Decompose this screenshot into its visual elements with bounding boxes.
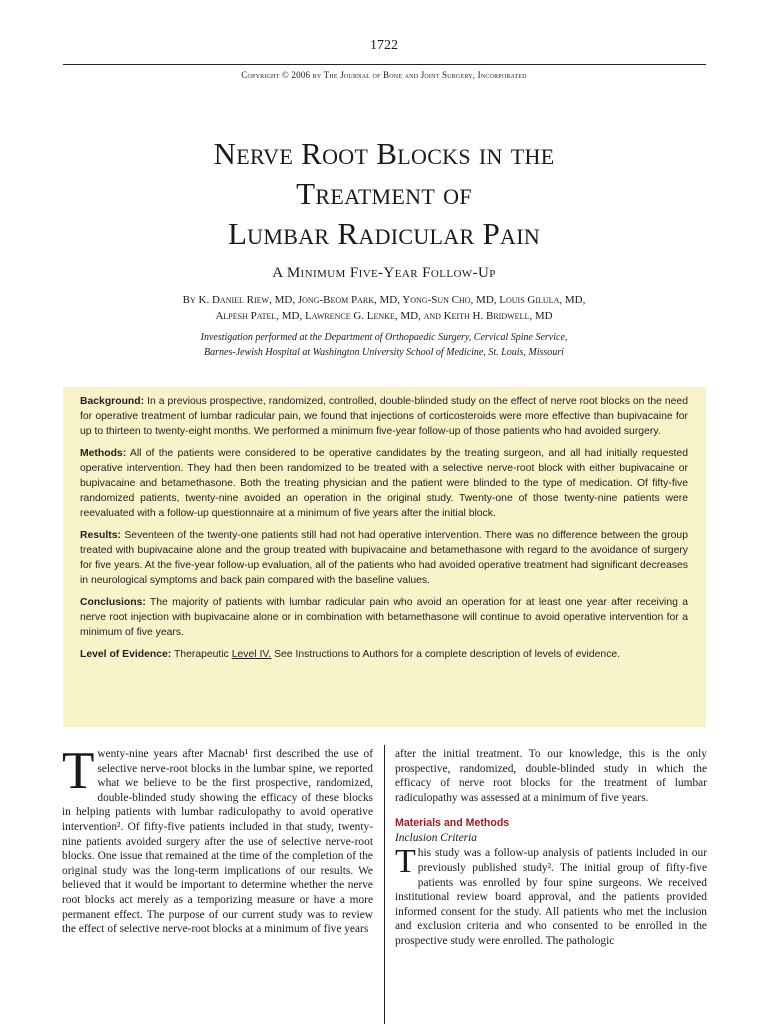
subsection-heading-inclusion: Inclusion Criteria xyxy=(395,832,477,845)
article-subtitle: A Minimum Five-Year Follow-Up xyxy=(272,265,496,281)
title-line-1: Nerve Root Blocks in the xyxy=(213,136,555,171)
investigation-note xyxy=(0,330,768,360)
intro-paragraph xyxy=(62,742,373,937)
author-line-1: By K. Daniel Riew, MD, Jong-Beom Park, MD, Yong-Sun Cho, MD, Louis Gilula, MD, xyxy=(182,294,586,306)
page-number: 1722 xyxy=(370,38,398,53)
header-rule xyxy=(63,64,706,65)
body-column-left xyxy=(62,742,373,937)
drop-cap-letter-2: T xyxy=(395,843,416,881)
title-line-3: Lumbar Radicular Pain xyxy=(227,216,541,251)
article-title xyxy=(0,134,768,254)
intro-continuation: after the initial treatment. To our knowledge, this is the only prospective, randomized, double-blinded study in which the efficacy of nerve root blocks for the treatment of lumbar radiculopathy was assessed at a minimum of five years. xyxy=(395,748,707,804)
abstract-box xyxy=(63,387,706,727)
conclusions-text: The majority of patients with lumbar radicular pain who avoid an operation for at least one year after receiving a nerve root injection with bupivacaine alone or in combination with betamethasone will continue to avoid operative intervention for a minimum of five years. xyxy=(80,597,688,638)
investigation-line-1: Investigation performed at the Department of Orthopaedic Surgery, Cervical Spine Service, xyxy=(200,332,568,343)
author-line-2: Alpesh Patel, MD, Lawrence G. Lenke, MD, and Keith H. Bridwell, MD xyxy=(215,310,553,322)
copyright-line: Copyright © 2006 by The Journal of Bone and Joint Surgery, Incorporated xyxy=(241,70,527,80)
investigation-line-2: Barnes-Jewish Hospital at Washington University School of Medicine, St. Louis, Missouri xyxy=(204,347,564,358)
level-iv-link[interactable]: Level IV. xyxy=(231,649,272,660)
results-label: Results: xyxy=(80,530,121,541)
drop-cap-letter: T xyxy=(62,742,95,800)
level-post-text: See Instructions to Authors for a complete description of levels of evidence. xyxy=(271,649,621,660)
results-text: Seventeen of the twenty-one patients still had not had operative intervention. There was no difference between the group treated with bupivacaine alone and the group treated with bupivacaine and betamethasone with regard to the avoidance of surgery for five years. At the five-year follow-up evaluation, all of the patients who had avoided operative treatment had significant decreases in neurological symptoms and back pain compared with the baseline values. xyxy=(80,530,688,586)
level-pre-text: Therapeutic xyxy=(171,649,232,660)
abstract-background xyxy=(80,394,688,439)
title-line-2: Treatment of xyxy=(296,176,472,211)
methods-text: All of the patients were considered to be operative candidates by the treating surgeon, and all had initially requested operative intervention. They had then been randomized to be treated with a selective nerve-root block with either bupivacaine or bupivacaine and betamethasone. Both the treating physician and the patient were blinded to the type of medication. Of fifty-five randomized patients, twenty-nine avoided an operation in the original study. Twenty-one of those twenty-nine patients were reevaluated with a follow-up questionnaire at a minimum of five years after the initial block. xyxy=(80,448,688,519)
column-divider xyxy=(384,745,385,1024)
inclusion-paragraph xyxy=(395,843,707,948)
abstract-conclusions xyxy=(80,595,688,640)
author-list xyxy=(0,292,768,324)
section-heading-materials-methods: Materials and Methods xyxy=(395,817,510,830)
abstract-methods xyxy=(80,446,688,521)
abstract-results xyxy=(80,528,688,588)
body-column-right xyxy=(395,747,707,949)
inclusion-text: his study was a follow-up analysis of patients included in our previously published study². The initial group of fifty-five patients was enrolled by four spine surgeons. We received institutional review board approval, and the patients provided informed consent for the study. All patients who met the inclusion and exclusion criteria and who consented to be enrolled in the prospective study were enrolled. The pathologic xyxy=(395,847,707,947)
level-label: Level of Evidence: xyxy=(80,649,172,660)
abstract-level-of-evidence xyxy=(80,647,688,662)
background-label: Background: xyxy=(80,396,145,407)
conclusions-label: Conclusions: xyxy=(80,597,146,608)
methods-label: Methods: xyxy=(80,448,127,459)
background-text: In a previous prospective, randomized, controlled, double-blinded study on the effect of nerve root blocks on the need for operative treatment of lumbar radicular pain, we found that injections of corticosteroids were more effective than bupivacaine for up to thirteen to twenty-eight months. We performed a minimum five-year follow-up of those patients who had avoided surgery. xyxy=(80,396,688,437)
intro-text: wenty-nine years after Macnab¹ first described the use of selective nerve-root blocks in the lumbar spine, we reported what we believe to be the first prospective, randomized, double-blinded study showing the efficacy of these blocks in helping patients with lumbar radiculopathy to avoid operative intervention². Of fifty-five patients included in that study, twenty-nine patients avoided surgery after the use of selective nerve-root blocks. One issue that remained at the time of the completion of the original study was the long-term implications of our results. We believed that it would be important to determine whether the nerve root blocks act merely as a temporizing measure or have a more permanent effect. The purpose of our current study was to review the effect of selective nerve-root blocks at a minimum of five years xyxy=(62,748,373,936)
